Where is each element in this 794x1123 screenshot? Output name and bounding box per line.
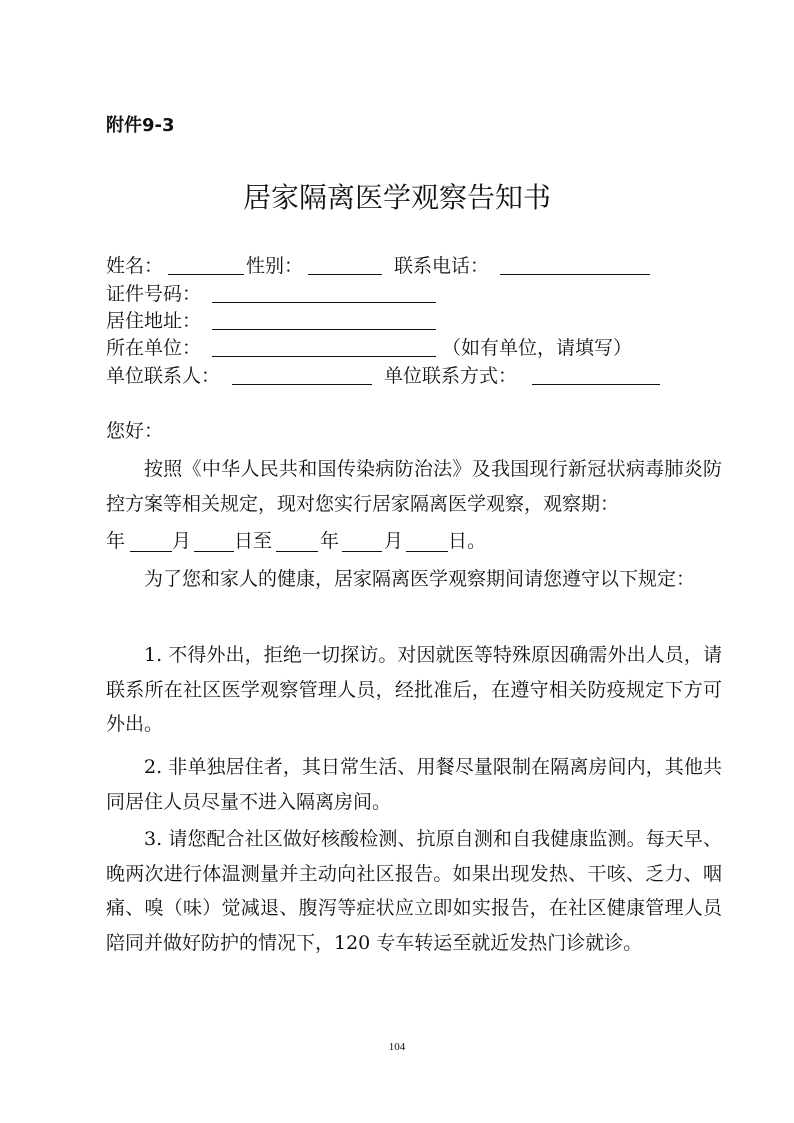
phone-blank[interactable] bbox=[500, 274, 650, 275]
rule-item: 1. 不得外出，拒绝一切探访。对因就医等特殊原因确需外出人员，请联系所在社区医学观察管理人员，经批准后，在遵守相关防疫规定下方可外出。 bbox=[106, 644, 722, 735]
start-year-blank[interactable] bbox=[130, 551, 172, 552]
rules-intro: 为了您和家人的健康，居家隔离医学观察期间请您遵守以下规定： bbox=[144, 568, 696, 590]
rule-item: 2. 非单独居住者，其日常生活、用餐尽量限制在隔离房间内，其他共同居住人员尽量不进入隔离房间。 bbox=[106, 756, 722, 813]
attachment-label: 附件9-3 bbox=[106, 115, 175, 136]
rule-item: 3. 请您配合社区做好核酸检测、抗原自测和自我健康监测。每天早、晚两次进行体温测量并主动向社区报告。如果出现发热、干咳、乏力、咽痛、嗅（味）觉减退、腹泻等症状应立即如实报告，在社区健康管理人员陪同并做好防护的情况下，120 专车转运至就近发热门诊就诊。 bbox=[106, 828, 722, 954]
date-month-end: 月 bbox=[384, 530, 404, 552]
unit-blank[interactable] bbox=[212, 356, 436, 357]
date-year-start: 年 bbox=[106, 530, 126, 552]
info-row-name bbox=[106, 252, 666, 280]
name-blank[interactable] bbox=[168, 274, 244, 275]
start-month-blank[interactable] bbox=[194, 551, 234, 552]
gender-blank[interactable] bbox=[308, 274, 382, 275]
date-month-start: 月 bbox=[172, 530, 192, 552]
phone-label: 联系电话： bbox=[394, 255, 490, 277]
page-number: 104 bbox=[388, 1041, 406, 1053]
info-row-id bbox=[106, 280, 666, 308]
greeting: 您好： bbox=[106, 420, 164, 442]
unit-contact-label: 单位联系人： bbox=[106, 365, 221, 387]
unit-note: （如有单位，请填写） bbox=[442, 337, 633, 359]
id-label: 证件号码： bbox=[106, 283, 202, 305]
observation-period bbox=[106, 524, 486, 558]
unit-contact-method-blank[interactable] bbox=[532, 384, 660, 385]
info-row-unit bbox=[106, 334, 666, 362]
end-year-blank[interactable] bbox=[342, 551, 382, 552]
date-day-end: 日。 bbox=[448, 530, 487, 552]
address-label: 居住地址： bbox=[106, 310, 202, 332]
intro-paragraph: 按照《中华人民共和国传染病防治法》及我国现行新冠状病毒肺炎防控方案等相关规定，现对您实行居家隔离医学观察，观察期： bbox=[106, 458, 722, 515]
unit-label: 所在单位： bbox=[106, 337, 202, 359]
id-blank[interactable] bbox=[212, 302, 436, 303]
info-row-unit-contact bbox=[106, 362, 666, 390]
unit-contact-method-label: 单位联系方式： bbox=[384, 365, 518, 387]
date-year-end: 年 bbox=[320, 530, 340, 552]
document-title: 居家隔离医学观察告知书 bbox=[242, 181, 551, 214]
start-day-blank[interactable] bbox=[276, 551, 318, 552]
name-label: 姓名： bbox=[106, 255, 164, 277]
info-row-address bbox=[106, 307, 666, 335]
date-day-to: 日至 bbox=[234, 530, 273, 552]
gender-label: 性别： bbox=[246, 255, 304, 277]
unit-contact-blank[interactable] bbox=[232, 384, 372, 385]
end-month-blank[interactable] bbox=[406, 551, 448, 552]
address-blank[interactable] bbox=[212, 329, 436, 330]
